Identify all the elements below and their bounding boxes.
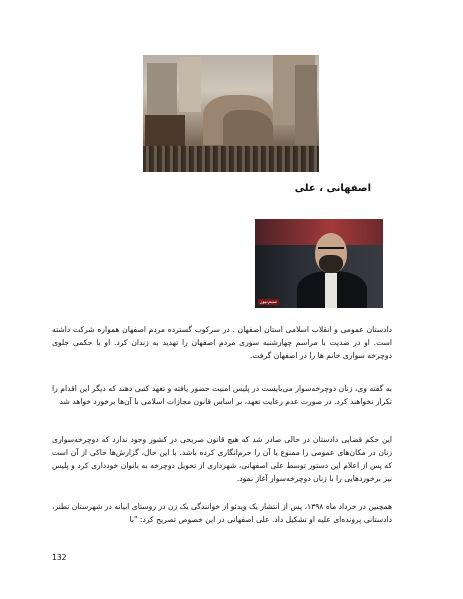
paragraph: این حکم قضایی دادستان در حالی صادر شد که هیچ قانون صریحی در کشور وجود ندارد که دوچرخه‌سواری زنان در مکان‌های عمومی را ممنوع یا آن را جرم‌انگاری کرده باشد. با این حال، گزارش‌ها حاکی از آن است که پس از اعلام این دستور توسط علی اصفهانی، شهرداری از تحویل دوچرخه به بانوان خودداری کرد و پلیس نیز برخوردهایی را با زنان دوچرخه‌سوار آغاز نمود.	[52, 435, 392, 483]
person-name-heading: اصفهانی ، علی	[294, 183, 371, 194]
paragraph: به گفته وی، زنان دوچرخه‌سوار می‌بایست در پلیس امنیت حضور یافته و تعهد کتبی دهند که دیگر این اقدام را تکرار نخواهند کرد. در صورت عدم رعایت تعهد، بر اساس قانون مجازات اسلامی با آن‌ها برخورد خواهد شد	[52, 384, 392, 406]
paragraph: همچنین در خرداد ماه ۱۳۹۸، پس از انتشار یک ویدئو از خوانندگی یک زن در روستای ابیانه در شهرستان نطنز، دادستانی پرونده‌ای علیه او تشکیل داد. علی اصفهانی در این خصوص تصریح کرد: "با	[52, 502, 392, 524]
page-number: 132	[52, 553, 67, 562]
news-agency-watermark: سیم‌نیوز	[260, 299, 277, 305]
paragraph: دادستان عمومی و انقلاب اسلامی استان اصفهان . در سرکوب گسترده مردم اصفهان همواره شرکت داشته است. او در ضدیت با مراسم چهارشنبه سوری مردم اصفهان را تهدید به زندان کرد. او با حکمی جلوی دوچرخه سواری خانم ها را در اصفهان گرفت.	[52, 325, 392, 360]
portrait-photo	[255, 219, 383, 308]
building-collapse-photo	[143, 55, 319, 172]
